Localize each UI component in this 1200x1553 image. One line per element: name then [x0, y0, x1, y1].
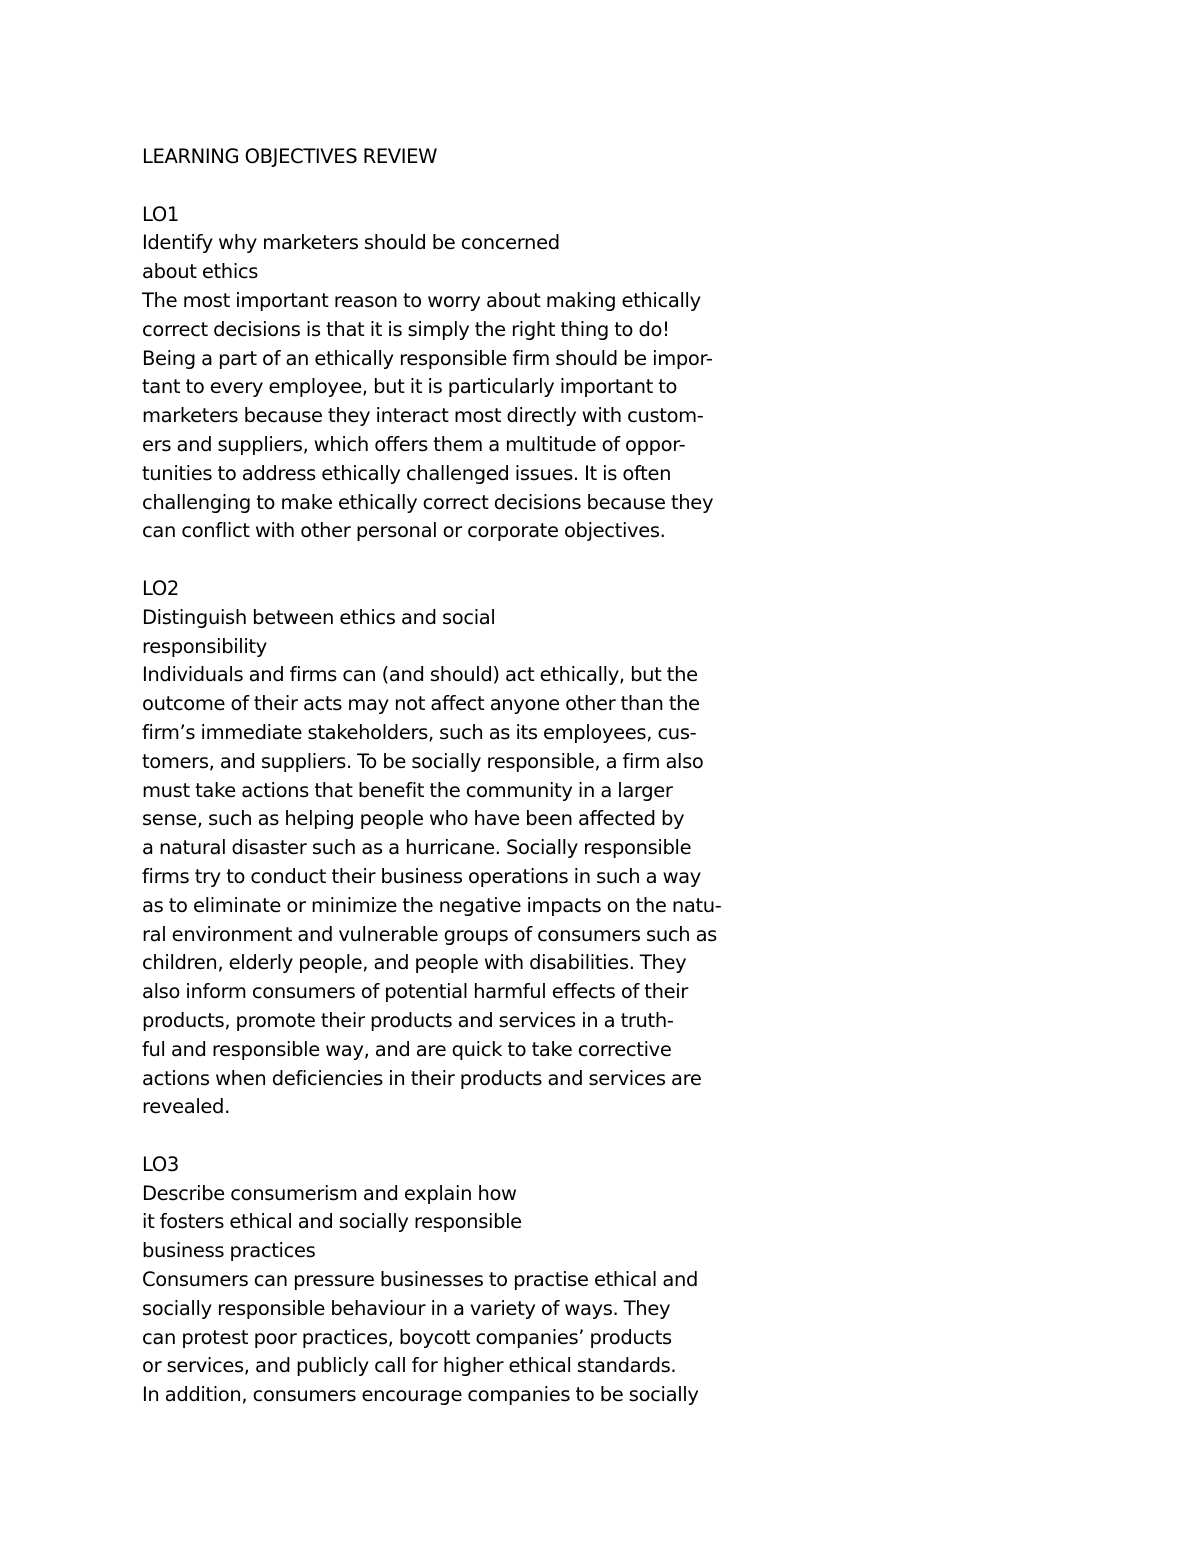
- section-code: LO2: [142, 576, 179, 600]
- body-line: products, promote their products and services in a truth-: [142, 1008, 674, 1032]
- body-line: correct decisions is that it is simply the right thing to do!: [142, 317, 670, 341]
- objective-line: responsibility: [142, 634, 267, 658]
- body-line: Consumers can pressure businesses to practise ethical and: [142, 1268, 698, 1292]
- body-line: The most important reason to worry about making ethically: [142, 288, 701, 312]
- body-line: tunities to address ethically challenged issues. It is often: [142, 461, 672, 485]
- body-line: firm’s immediate stakeholders, such as its employees, cus-: [142, 720, 697, 744]
- objective-line: it fosters ethical and socially responsible: [142, 1210, 522, 1234]
- body-line: Being a part of an ethically responsible firm should be impor-: [142, 346, 713, 370]
- body-line: Individuals and firms can (and should) act ethically, but the: [142, 663, 698, 687]
- body-line: ful and responsible way, and are quick to take corrective: [142, 1037, 672, 1061]
- spacer: [142, 172, 762, 201]
- body-line: revealed.: [142, 1095, 230, 1119]
- objective-line: Distinguish between ethics and social: [142, 605, 496, 629]
- body-line: In addition, consumers encourage companies to be socially: [142, 1383, 699, 1407]
- body-line: ral environment and vulnerable groups of consumers such as: [142, 922, 717, 946]
- body-line: marketers because they interact most directly with custom-: [142, 404, 704, 428]
- body-line: children, elderly people, and people with disabilities. They: [142, 951, 687, 975]
- section-lo1: [142, 201, 762, 547]
- body-line: can conflict with other personal or corporate objectives.: [142, 519, 666, 543]
- body-line: tomers, and suppliers. To be socially responsible, a firm also: [142, 749, 704, 773]
- body-line: socially responsible behaviour in a variety of ways. They: [142, 1296, 671, 1320]
- body-line: must take actions that benefit the community in a larger: [142, 778, 673, 802]
- objective-line: business practices: [142, 1239, 316, 1263]
- objective-line: Describe consumerism and explain how: [142, 1181, 517, 1205]
- body-line: also inform consumers of potential harmful effects of their: [142, 980, 688, 1004]
- objective-line: about ethics: [142, 260, 259, 284]
- body-line: a natural disaster such as a hurricane. Socially responsible: [142, 836, 692, 860]
- body-line: outcome of their acts may not affect anyone other than the: [142, 692, 700, 716]
- objective-line: Identify why marketers should be concerned: [142, 231, 560, 255]
- document-heading: LEARNING OBJECTIVES REVIEW: [142, 145, 438, 168]
- body-line: tant to every employee, but it is particularly important to: [142, 375, 678, 399]
- body-line: or services, and publicly call for higher ethical standards.: [142, 1354, 677, 1378]
- spacer: [142, 546, 762, 575]
- body-line: firms try to conduct their business operations in such a way: [142, 864, 701, 888]
- body-line: can protest poor practices, boycott companies’ products: [142, 1325, 672, 1349]
- body-line: challenging to make ethically correct decisions because they: [142, 490, 714, 514]
- body-line: sense, such as helping people who have been affected by: [142, 807, 685, 831]
- document-text: [142, 143, 762, 1410]
- body-line: as to eliminate or minimize the negative impacts on the natu-: [142, 893, 722, 917]
- section-code: LO1: [142, 202, 179, 226]
- body-line: actions when deficiencies in their products and services are: [142, 1066, 702, 1090]
- section-lo3: [142, 1151, 762, 1410]
- section-code: LO3: [142, 1152, 179, 1176]
- body-line: ers and suppliers, which offers them a multitude of oppor-: [142, 432, 686, 456]
- spacer: [142, 1122, 762, 1151]
- section-lo2: [142, 575, 762, 1122]
